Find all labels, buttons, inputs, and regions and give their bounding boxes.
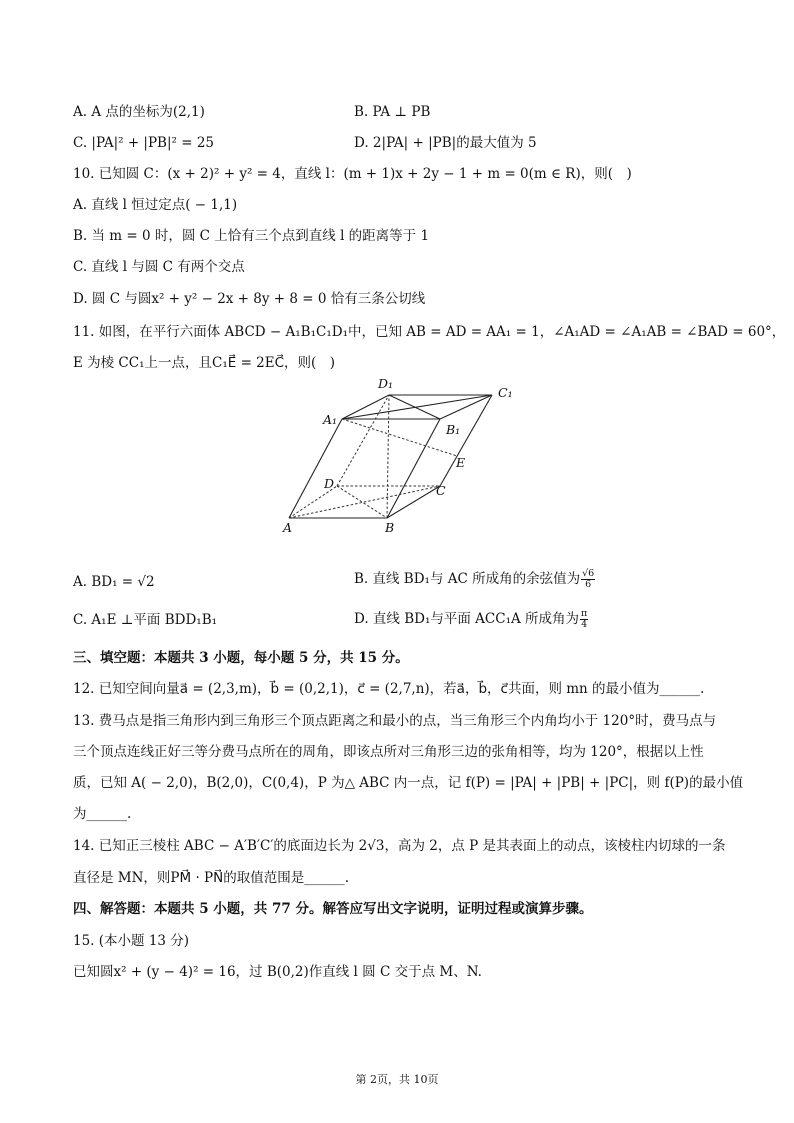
q15-line1: 已知圆x² + (y − 4)² = 16，过 B(0,2)作直线 l 圆 C 交于点 M、N.: [73, 964, 482, 980]
q11-option-d-text: D. 直线 BD₁与平面 ACC₁A 所成角为: [354, 611, 580, 627]
q10-stem: 10. 已知圆 C：(x + 2)² + y² = 4，直线 l：(m + 1)x + 2y − 1 + m = 0(m ∈ R)，则( ): [73, 166, 632, 182]
q11-option-b: [354, 569, 596, 590]
page-footer: 第 2页，共 10页: [355, 1073, 439, 1086]
fraction: [581, 569, 595, 590]
q11-stem-line2: E 为棱 CC₁上一点，且C₁E⃗ = 2EC⃗，则( ): [73, 355, 336, 371]
label-e: E: [456, 455, 466, 470]
q10-option-c: C. 直线 l 与圆 C 有两个交点: [73, 259, 245, 275]
section-fill-in-heading: 三、填空题：本题共 3 小题，每小题 5 分，共 15 分。: [73, 650, 409, 666]
q13-line3: 质，已知 A( − 2,0)，B(2,0)，C(0,4)，P 为△ ABC 内一点，记 f(P) = |PA| + |PB| + |PC|，则 f(P)的最小值: [73, 775, 744, 791]
q10-option-b: B. 当 m = 0 时，圆 C 上恰有三个点到直线 l 的距离等于 1: [73, 228, 430, 244]
label-a: A: [283, 520, 293, 535]
q11-option-b-text: B. 直线 BD₁与 AC 所成角的余弦值为: [354, 571, 581, 587]
label-c1: C₁: [498, 385, 513, 400]
q11-option-c: C. A₁E ⊥平面 BDD₁B₁: [73, 612, 218, 628]
q11-option-d: [354, 609, 589, 630]
section-solutions-heading: 四、解答题：本题共 5 小题，共 77 分。解答应写出文字说明，证明过程或演算步骤。: [73, 901, 593, 917]
q10-option-a: A. 直线 l 恒过定点( − 1,1): [73, 197, 238, 213]
q13-line1: 13. 费马点是指三角形内到三角形三个顶点距离之和最小的点，当三角形三个内角均小于 120°时，费马点与: [73, 713, 717, 729]
label-a1: A₁: [323, 412, 338, 427]
q11-option-a: A. BD₁ = √2: [73, 574, 155, 590]
q15-title: 15. (本小题 13 分): [73, 933, 190, 949]
q9-option-a: A. A 点的坐标为(2,1): [73, 104, 205, 120]
q9-option-b: B. PA ⊥ PB: [354, 104, 431, 120]
parallelepiped-figure: [281, 374, 521, 539]
q9-option-c: C. |PA|² + |PB|² = 25: [73, 135, 215, 151]
fraction-numerator: √6: [582, 568, 595, 579]
fraction: [580, 609, 588, 630]
label-c: C: [436, 483, 446, 498]
q12-text: 12. 已知空间向量a⃗ = (2,3,m)，b⃗ = (0,2,1)，c⃗ = (2,7,n)，若a⃗，b⃗，c⃗共面，则 mn 的最小值为______.: [73, 681, 705, 697]
fraction-denominator: 6: [585, 579, 592, 590]
q10-option-d: D. 圆 C 与圆x² + y² − 2x + 8y + 8 = 0 恰有三条公切线: [73, 291, 426, 307]
label-b: B: [385, 520, 395, 535]
q14-line2: 直径是 MN，则PM⃗ · PN⃗的取值范围是______.: [73, 870, 350, 886]
fraction-numerator: π: [581, 608, 588, 619]
label-b1: B₁: [446, 422, 461, 437]
fraction-denominator: 4: [581, 619, 588, 630]
q14-line1: 14. 已知正三棱柱 ABC − A′B′C′的底面边长为 2√3，高为 2，点 P 是其表面上的动点，该棱柱内切球的一条: [73, 838, 726, 854]
q9-option-d: D. 2|PA| + |PB|的最大值为 5: [354, 135, 537, 151]
q13-line2: 三个顶点连线正好三等分费马点所在的周角，即该点所对三角形三边的张角相等，均为 120°，根据以上性: [73, 744, 704, 760]
label-d: D: [324, 476, 335, 491]
q11-stem-line1: 11. 如图，在平行六面体 ABCD − A₁B₁C₁D₁中，已知 AB = AD = AA₁ = 1，∠A₁AD = ∠A₁AB = ∠BAD = 60°，: [73, 324, 786, 340]
label-d1: D₁: [378, 376, 394, 391]
q13-line4: 为______.: [73, 806, 132, 822]
